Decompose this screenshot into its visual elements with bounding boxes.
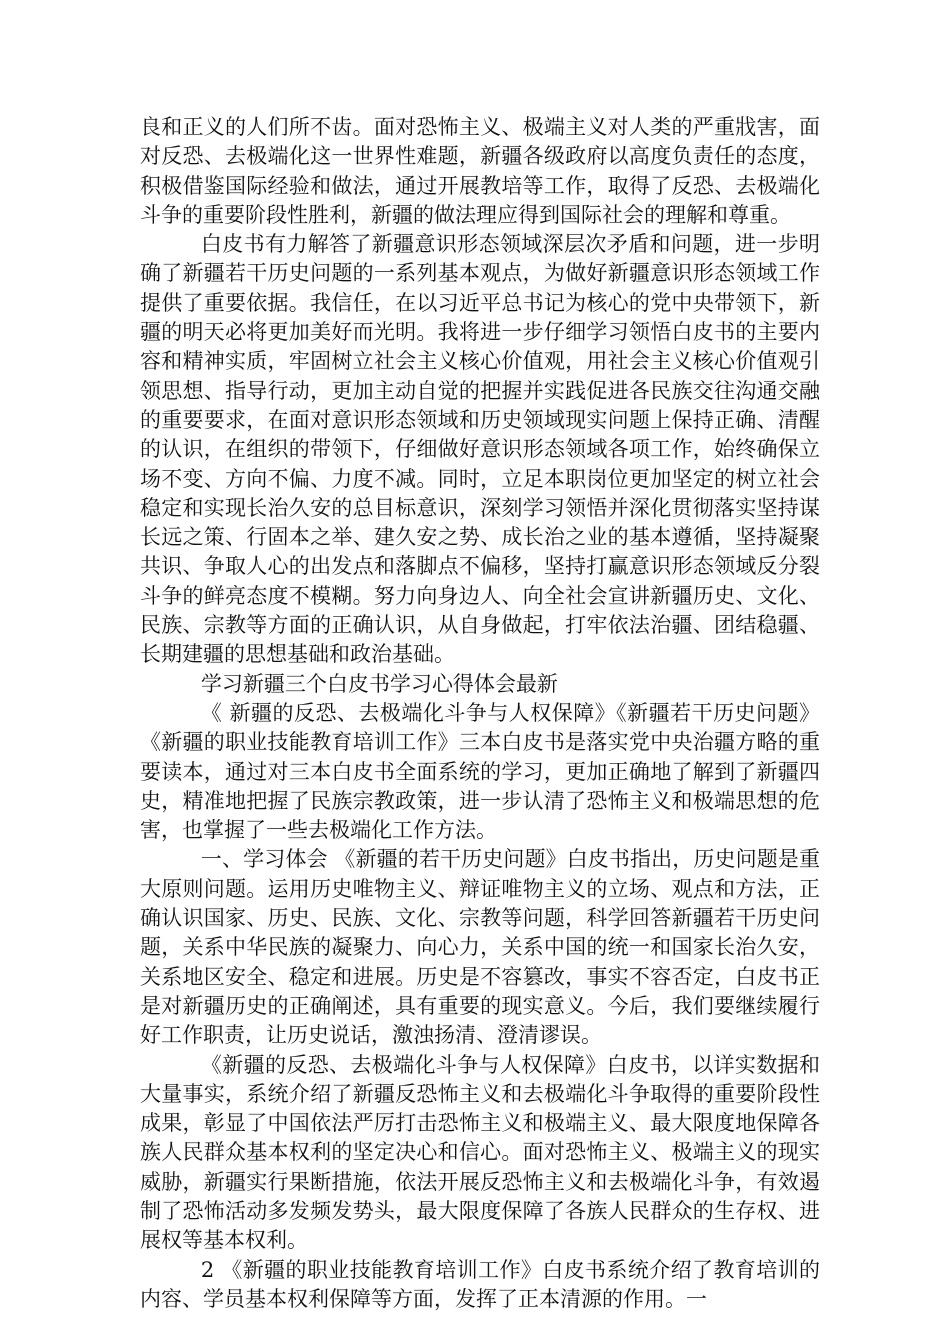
paragraph-1: 良和正义的人们所不齿。面对恐怖主义、极端主义对人类的严重戕害，面对反恐、去极端化这一世界性难题，新疆各级政府以高度负责任的态度，积极借鉴国际经验和做法，通过开展教培等工作，取得了反恐、去极端化斗争的重要阶段性胜利，新疆的做法理应得到国际社会的理解和尊重。 [140, 115, 820, 227]
paragraph-5: 《新疆的反恐、去极端化斗争与人权保障》白皮书，以详实数据和大量事实，系统介绍了新疆反恐怖主义和去极端化斗争取得的重要阶段性成果，彰显了中国依法严厉打击恐怖主义和极端主义、最大限度地保障各族人民群众基本权利的坚定决心和信心。面对恐怖主义、极端主义的现实威胁，新疆实行果断措施，依法开展反恐怖主义和去极端化斗争，有效遏制了恐怖活动多发频发势头，最大限度保障了各族人民群众的生存权、进展权等基本权利。 [140, 1052, 820, 1253]
paragraph-2: 白皮书有力解答了新疆意识形态领域深层次矛盾和问题，进一步明确了新疆若干历史问题的一系列基本观点，为做好新疆意识形态领域工作提供了重要依据。我信任，在以习近平总书记为核心的党中央带领下，新疆的明天必将更加美好而光明。我将进一步仔细学习领悟白皮书的主要内容和精神实质，牢固树立社会主义核心价值观，用社会主义核心价值观引领思想、指导行动，更加主动自觉的把握并实践促进各民族交往沟通交融的重要要求，在面对意识形态领域和历史领域现实问题上保持正确、清醒的认识，在组织的带领下，仔细做好意识形态领域各项工作，始终确保立场不变、方向不偏、力度不减。同时，立足本职岗位更加坚定的树立社会稳定和实现长治久安的总目标意识，深刻学习领悟并深化贯彻落实坚持谋长远之策、行固本之举、建久安之势、成长治之业的基本遵循，坚持凝聚共识、争取人心的出发点和落脚点不偏移，坚持打赢意识形态领域反分裂斗争的鲜亮态度不模糊。努力向身边人、向全社会宣讲新疆历史、文化、民族、宗教等方面的正确认识，从自身做起，打牢依法治疆、团结稳疆、长期建疆的思想基础和政治基础。 [140, 232, 820, 667]
document-body [140, 113, 820, 1314]
paragraph-4: 一、学习体会 《新疆的若干历史问题》白皮书指出，历史问题是重大原则问题。运用历史唯物主义、辩证唯物主义的立场、观点和方法，正确认识国家、历史、民族、文化、宗教等问题，科学回答新疆若干历史问题，关系中华民族的凝聚力、向心力，关系中国的统一和国家长治久安，关系地区安全、稳定和进展。历史是不容篡改，事实不容否定，白皮书正是对新疆历史的正确阐述，具有重要的现实意义。今后，我们要继续履行好工作职责，让历史说话，激浊扬清、澄清谬误。 [140, 847, 820, 1048]
section-title: 学习新疆三个白皮书学习心得体会最新 [200, 671, 558, 696]
paragraph-3: 《 新疆的反恐、去极端化斗争与人权保障》《新疆若干历史问题》《新疆的职业技能教育培训工作》三本白皮书是落实党中央治疆方略的重要读本，通过对三本白皮书全面系统的学习，更加正确地了解到了新疆四史，精准地把握了民族宗教政策，进一步认清了恐怖主义和极端思想的危害，也掌握了一些去极端化工作方法。 [140, 700, 820, 843]
paragraph-6: 2 《新疆的职业技能教育培训工作》白皮书系统介绍了教育培训的内容、学员基本权利保障等方面，发挥了正本清源的作用。一 [140, 1257, 820, 1311]
